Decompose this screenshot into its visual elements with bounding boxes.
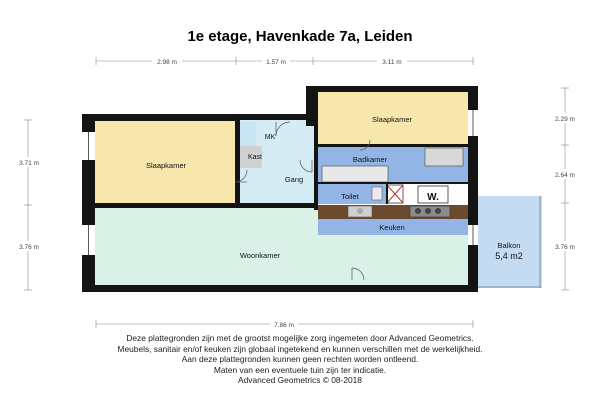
disclaimer-line: Meubels, sanitair en/of keuken zijn globaal ingetekend en kunnen verschillen met de werkelijkheid. xyxy=(117,343,483,354)
stove-burner-1 xyxy=(415,208,421,214)
shower xyxy=(425,148,463,166)
copyright: Advanced Geometrics © 08-2018 xyxy=(238,375,362,386)
dim-top-2: 1.57 m xyxy=(266,59,286,66)
label-balkon: Balkon xyxy=(497,241,521,250)
disclaimer xyxy=(0,333,600,386)
dim-top-1: 2.98 m xyxy=(157,59,177,66)
stove-burner-2 xyxy=(425,208,431,214)
disclaimer-line: Deze plattegronden zijn met de grootst mogelijke zorg ingemeten door Advanced Geometrics. xyxy=(126,333,474,343)
disclaimer-line: Maten van een eventuele tuin zijn ter indicatie. xyxy=(213,364,387,375)
dim-left-lower: 3.76 m xyxy=(19,244,39,251)
kitchen-sink-drain xyxy=(357,208,363,214)
label-toilet: Toilet xyxy=(341,192,359,201)
label-mk: MK xyxy=(264,134,276,141)
mk-floor xyxy=(240,122,256,146)
bathtub xyxy=(322,166,388,182)
label-slaapkamer-right: Slaapkamer xyxy=(371,115,413,124)
dim-bottom: 7.86 m xyxy=(274,322,294,329)
plan-title: 1e etage, Havenkade 7a, Leiden xyxy=(187,28,413,45)
label-kast: Kast xyxy=(247,154,263,161)
dim-right-1: 2.29 m xyxy=(555,116,575,123)
dim-left-upper: 3.71 m xyxy=(19,160,39,167)
dim-right-3: 3.76 m xyxy=(555,244,575,251)
label-slaapkamer-left: Slaapkamer xyxy=(145,161,187,170)
label-keuken: Keuken xyxy=(379,223,405,232)
label-badkamer: Badkamer xyxy=(352,155,388,164)
dim-right-2: 2.64 m xyxy=(555,172,575,179)
toilet-fixture xyxy=(372,187,382,200)
label-balkon-area: 5,4 m2 xyxy=(495,251,523,261)
dim-top-3: 3.11 m xyxy=(382,59,402,66)
label-gang: Gang xyxy=(284,175,304,184)
label-washer: W. xyxy=(427,192,439,203)
stove-burner-3 xyxy=(435,208,441,214)
disclaimer-line: Aan deze plattegronden kunnen geen rechten worden ontleend. xyxy=(181,354,419,365)
label-woonkamer: Woonkamer xyxy=(239,251,281,260)
